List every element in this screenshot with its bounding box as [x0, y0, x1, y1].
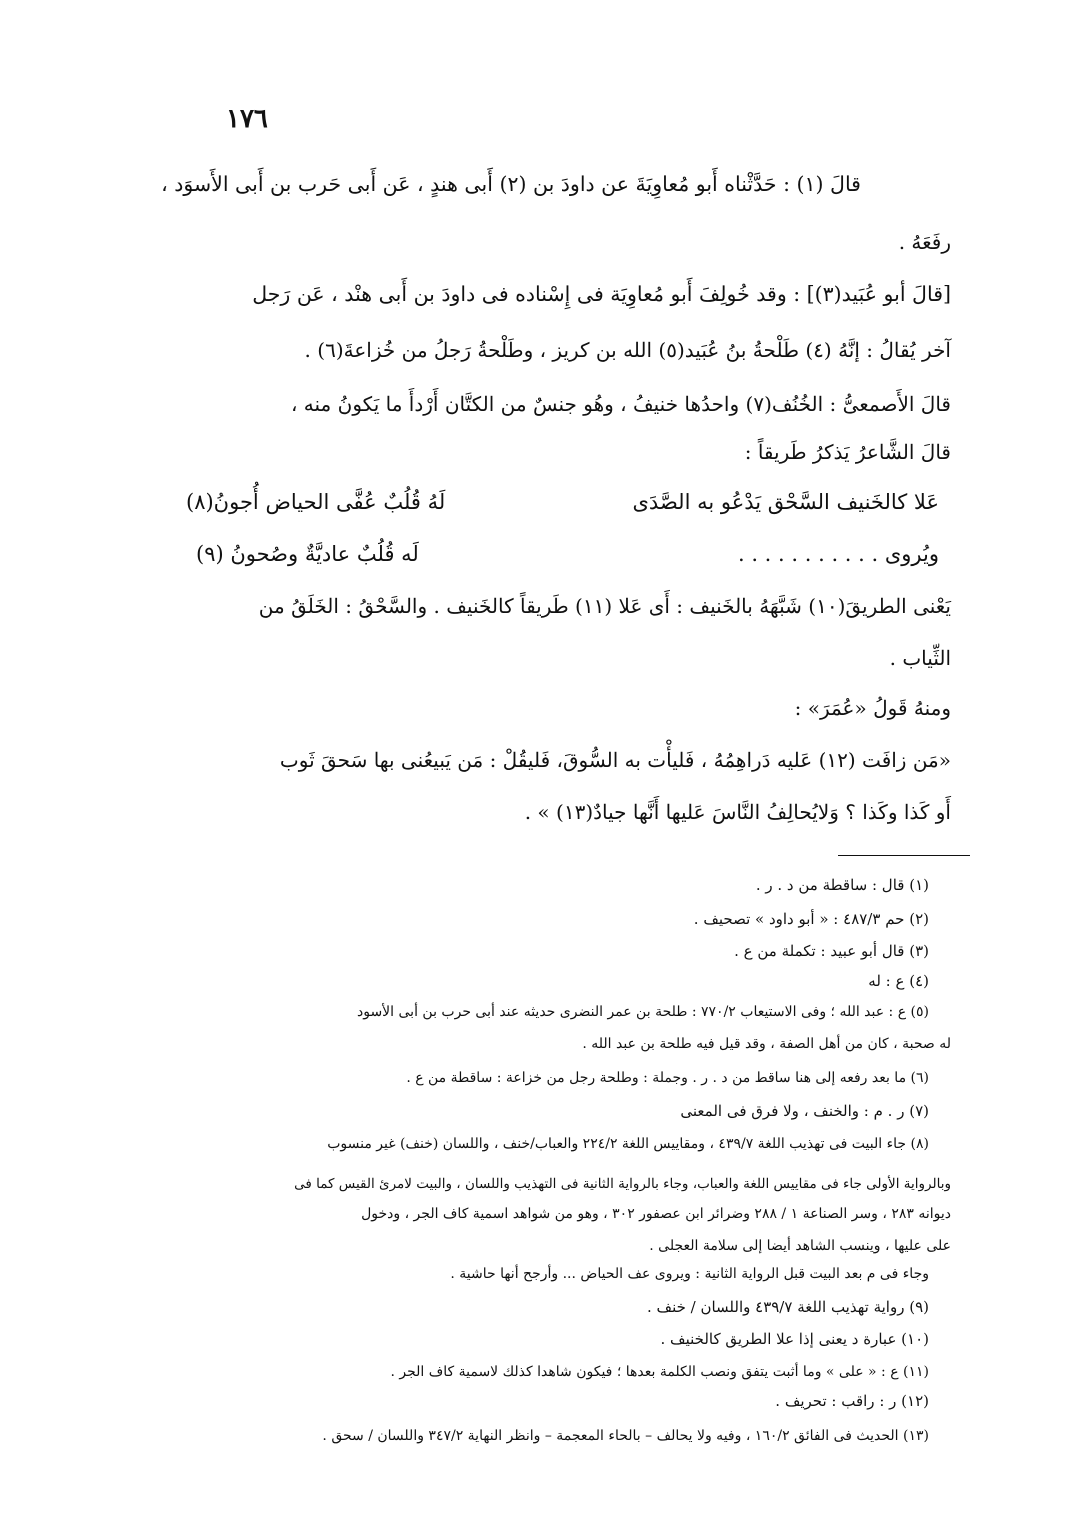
- footnote: وبالرواية الأولى جاء فى مقاييس اللغة والعباب، وجاء بالرواية الثانية فى التهذيب واللسان ، والبيت لامرئ القيس كما فى: [294, 1176, 951, 1192]
- footnote: (١٠) عبارة د يعنى إذا علا الطريق كالخنيف .: [660, 1330, 929, 1348]
- footnote: (٢) حم ٤٨٧/٣ : « أبو داود » تصحيف .: [693, 910, 929, 928]
- footnote: (٥) ع : عبد الله ؛ وفى الاستيعاب ٧٧٠/٢ : طلحة بن عمر النضرى حديثه عند أبى حرب بن أبى الأسود: [356, 1004, 929, 1020]
- footnote: (١٢) ر : راقب : تحريف .: [775, 1392, 929, 1410]
- footnote: له صحبة ، كان من أهل الصفة ، وقد قيل فيه طلحة بن عبد الله .: [582, 1036, 951, 1052]
- footnote-separator: [838, 855, 970, 856]
- footnote: (٧) ر . م : والخنف ، ولا فرق فى المعنى: [680, 1102, 929, 1120]
- verse-2-second-hemistich: لَه قُلُبٌ عاديَّةٌ وصُحونُ (٩): [196, 542, 419, 566]
- footnote: على عليها ، وينسب الشاهد أيضا إلى سلامة العجلى .: [649, 1238, 951, 1254]
- body-line: قالَ (١) : حَدَّثْناه أَبو مُعاوِيَةَ عن داودَ بن (٢) أَبى هندٍ ، عَن أَبى حَرب بن أَبى الأَسوَد ،: [161, 172, 861, 196]
- footnote: (٤) ع : له: [868, 972, 929, 990]
- body-line: رفَعَهُ .: [898, 230, 951, 254]
- body-line: [قالَ أبو عُبَيد(٣)] : وقد خُولِفَ أَبو مُعاوِيَة فى إِسْناده فى داودَ بن أَبى هنْد ، عَن رَجل: [252, 282, 951, 306]
- footnote: (٣) قال أبو عبيد : تكملة من ع .: [734, 942, 929, 960]
- page-number: ١٧٦: [226, 104, 268, 134]
- footnote: (١١) ع : « على » وما أثبت يتفق ونصب الكلمة بعدها ؛ فيكون شاهدا كذلك لاسمية كاف الجر .: [390, 1364, 929, 1380]
- body-line: أَو كَذا وكَذا ؟ وَلايُحالِفُ النَّاسَ عَليها أَنَّها جيادٌ(١٣) » .: [524, 800, 951, 824]
- body-line: قالَ الشَّاعرُ يَذكرُ طَريقاً :: [744, 440, 951, 464]
- verse-1-first-hemistich: عَلا كالخَنيف السَّحْق يَدْعُو به الصَّدَى: [632, 490, 939, 514]
- body-line: قالَ الأَصمعىُّ : الخُنُف(٧) واحدُها خنيفُ ، وهُو جنسٌ من الكتَّان أَرْدأَ ما يَكونُ منه ،: [290, 392, 951, 416]
- verse-2-first-hemistich: ويُروى . . . . . . . . . . .: [737, 542, 939, 566]
- footnote: (٩) رواية تهذيب اللغة ٤٣٩/٧ واللسان / خنف .: [647, 1298, 929, 1316]
- footnote: (١) قال : ساقطة من د . ر .: [755, 876, 929, 894]
- body-line: الثِّياب .: [889, 646, 951, 670]
- footnote: (١٣) الحديث فى الفائق ١٦٠/٢ ، وفيه ولا يحالف – بالحاء المعجمة – وانظر النهاية ٣٤٧/٢ واللسان / سحق .: [322, 1428, 929, 1444]
- footnote: (٨) جاء البيت فى تهذيب اللغة ٤٣٩/٧ ، ومقاييس اللغة ٢٢٤/٢ والعباب/خنف ، واللسان (خنف) غير منسوب: [327, 1136, 929, 1152]
- body-line: ومنهُ قَولُ «عُمَرَ» :: [794, 696, 951, 720]
- footnote: وجاء فى م بعد البيت قبل الرواية الثانية : ويروى عف الحياض ... وأرجح أنها حاشية .: [450, 1266, 929, 1282]
- footnote: ديوانه ٢٨٣ ، وسر الصناعة ١ / ٢٨٨ وضرائر ابن عصفور ٣٠٢ ، وهو من شواهد اسمية كاف الجر ، ودخول: [361, 1206, 951, 1222]
- verse-1-second-hemistich: لَهُ قُلُبٌ عُفَّى الحياض أُجونُ(٨): [186, 490, 446, 514]
- body-line: «مَن زافَت (١٢) عَليه دَراهِمُهُ ، فَليأْت به السُّوقَ، فَليقُلْ : مَن يَبيعُنى بها سَحقَ ثَوب: [279, 748, 951, 772]
- footnote: (٦) ما بعد رفعه إلى هنا ساقط من د . ر . وجملة : وطلحة رجل من خزاعة : ساقطة من ع .: [406, 1070, 929, 1086]
- body-line: آخر يُقالُ : إنَّهُ (٤) طَلْحةُ بنُ عُبَيد(٥) الله بن كريز ، وطَلْحةُ رَجلُ من خُزاعةَ(٦) .: [304, 338, 951, 362]
- body-line: يَعْنى الطريقَ(١٠) شَبَّهَهُ بالخَنيف : أَى عَلا (١١) طَريقاً كالخَنيف . والسَّحْقُ : الخَلَقُ من: [258, 594, 951, 618]
